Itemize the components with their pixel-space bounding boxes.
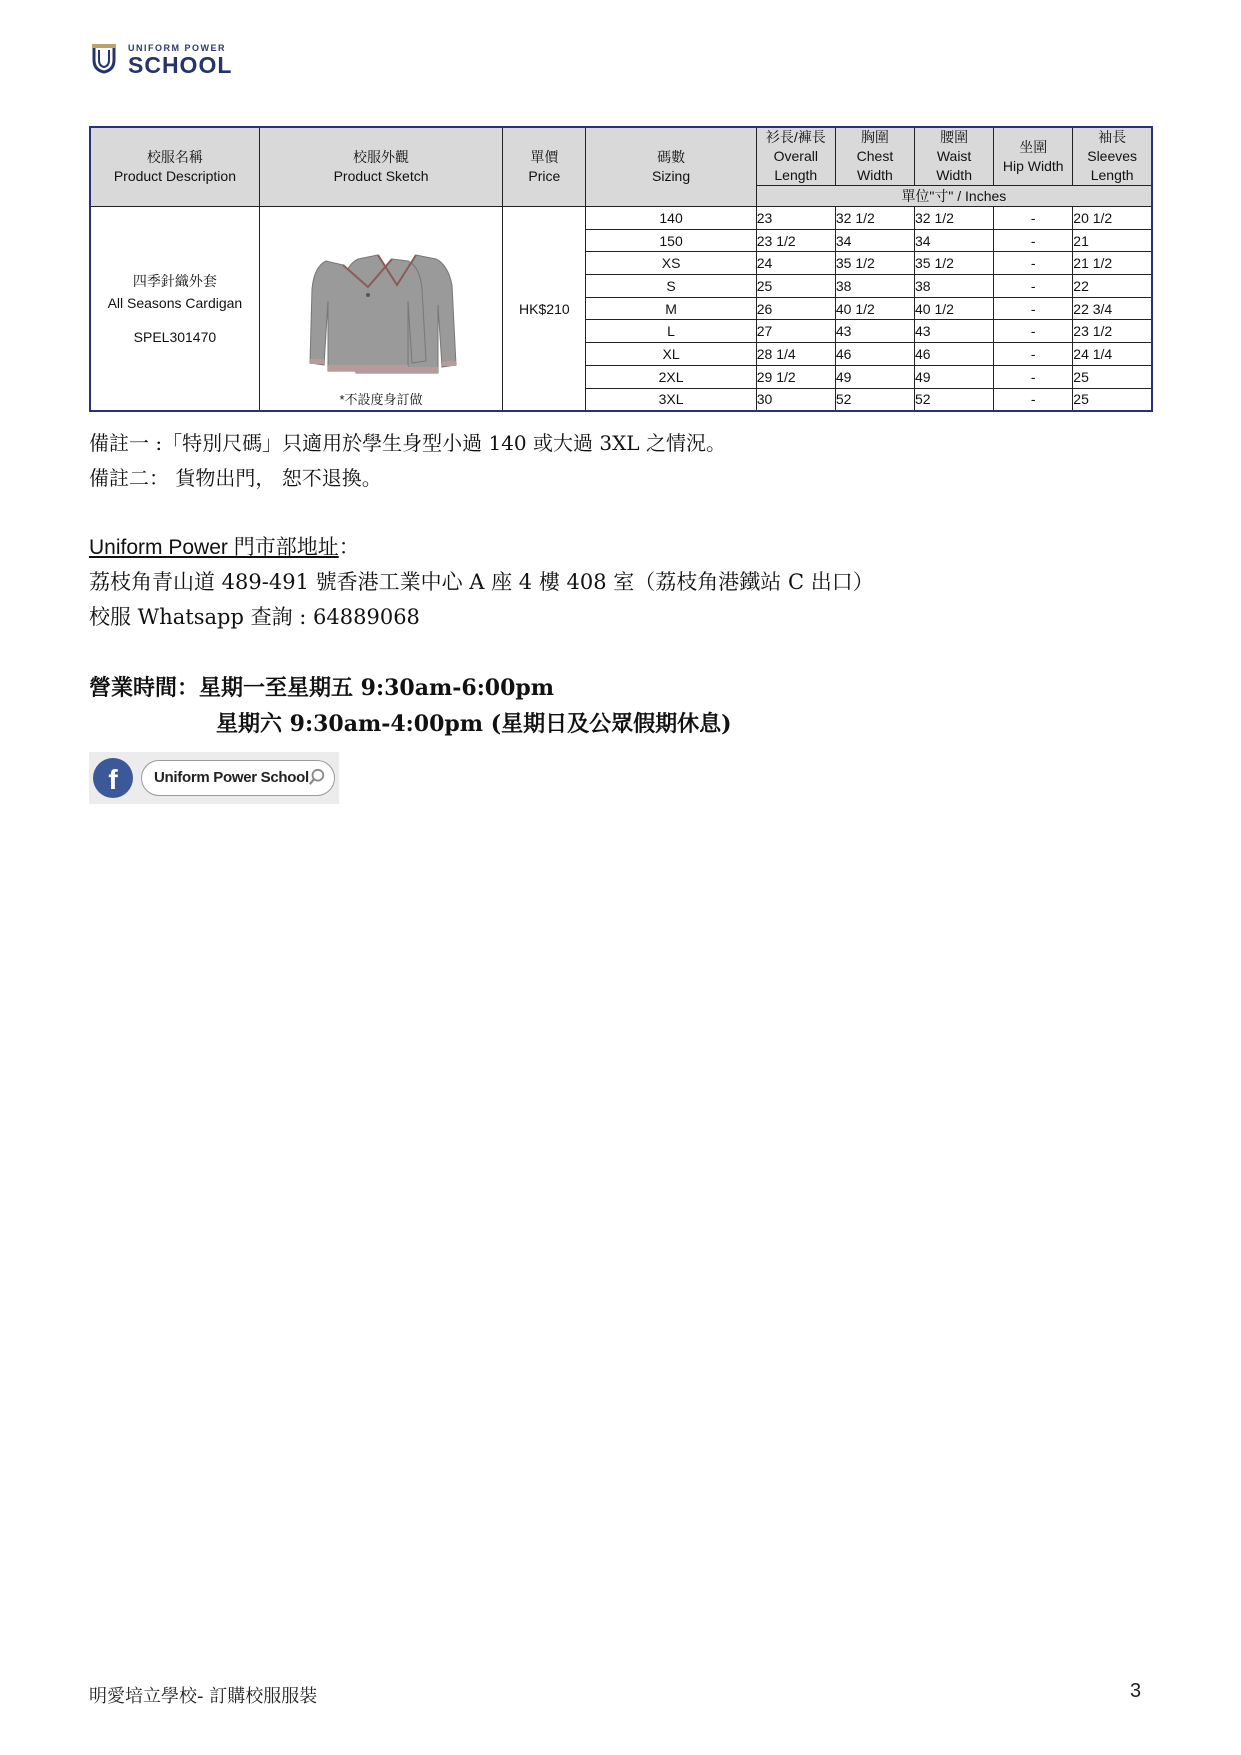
hip-cell: - xyxy=(994,229,1073,252)
table-row xyxy=(90,207,1152,230)
header-price: 單價 Price xyxy=(503,127,586,207)
hip-cell: - xyxy=(994,365,1073,388)
size-cell: 2XL xyxy=(586,365,756,388)
cardigan-sketch xyxy=(308,245,468,385)
waist-cell: 52 xyxy=(915,388,994,411)
waist-cell: 46 xyxy=(915,343,994,366)
size-cell: 140 xyxy=(586,207,756,230)
hip-cell: - xyxy=(994,297,1073,320)
size-chart-table xyxy=(89,126,1153,412)
header-row xyxy=(90,127,1152,186)
size-cell: 150 xyxy=(586,229,756,252)
waist-cell: 43 xyxy=(915,320,994,343)
note-1: 備註一 :「特別尺碼」只適用於學生身型小過 140 或大過 3XL 之情況。 xyxy=(89,431,726,455)
product-name-zh: 四季針織外套 xyxy=(132,272,217,289)
sleeves-cell: 24 1/4 xyxy=(1073,343,1152,366)
waist-cell: 40 1/2 xyxy=(915,297,994,320)
address-heading-colon: ： xyxy=(338,535,360,559)
header-hip: 坐圍 Hip Width xyxy=(994,127,1073,186)
sleeves-cell: 23 1/2 xyxy=(1073,320,1152,343)
header-length: 衫長/褲長 Overall Length xyxy=(756,127,835,186)
sleeves-cell: 22 3/4 xyxy=(1073,297,1152,320)
length-cell: 27 xyxy=(756,320,835,343)
length-cell: 25 xyxy=(756,275,835,298)
notes xyxy=(89,426,726,496)
length-cell: 23 1/2 xyxy=(756,229,835,252)
waist-cell: 35 1/2 xyxy=(915,252,994,275)
header-waist: 腰圍 Waist Width xyxy=(915,127,994,186)
sleeves-cell: 21 xyxy=(1073,229,1152,252)
length-cell: 30 xyxy=(756,388,835,411)
length-cell: 26 xyxy=(756,297,835,320)
chest-cell: 34 xyxy=(835,229,914,252)
header-chest: 胸圍 Chest Width xyxy=(835,127,914,186)
uniform-power-logo xyxy=(90,40,240,78)
hip-cell: - xyxy=(994,320,1073,343)
whatsapp-line: 校服 Whatsapp 查詢 : 64889068 xyxy=(89,605,420,629)
hip-cell: - xyxy=(994,388,1073,411)
product-name-en: All Seasons Cardigan xyxy=(107,294,243,311)
hip-cell: - xyxy=(994,252,1073,275)
logo-bottom-text: SCHOOL xyxy=(128,52,233,78)
chest-cell: 35 1/2 xyxy=(835,252,914,275)
chest-cell: 52 xyxy=(835,388,914,411)
length-cell: 29 1/2 xyxy=(756,365,835,388)
product-description-cell xyxy=(90,207,259,412)
header-sleeves: 袖長 Sleeves Length xyxy=(1073,127,1152,186)
size-cell: XL xyxy=(586,343,756,366)
length-cell: 23 xyxy=(756,207,835,230)
hours-weekday: 星期一至星期五 9:30am-6:00pm xyxy=(199,675,555,701)
size-cell: L xyxy=(586,320,756,343)
waist-cell: 49 xyxy=(915,365,994,388)
hip-cell: - xyxy=(994,343,1073,366)
chest-cell: 40 1/2 xyxy=(835,297,914,320)
size-cell: XS xyxy=(586,252,756,275)
sleeves-cell: 25 xyxy=(1073,365,1152,388)
logo-top-text: UNIFORM POWER xyxy=(128,43,226,53)
chest-cell: 49 xyxy=(835,365,914,388)
address-line: 荔枝角青山道 489-491 號香港工業中心 A 座 4 樓 408 室（荔枝角港鐵站 C 出口） xyxy=(89,570,874,594)
product-code: SPEL301470 xyxy=(133,328,217,345)
length-cell: 24 xyxy=(756,252,835,275)
size-cell: S xyxy=(586,275,756,298)
facebook-search-box[interactable] xyxy=(141,760,335,796)
chest-cell: 43 xyxy=(835,320,914,343)
note-2: 備註二： 貨物出門， 恕不退換。 xyxy=(89,466,382,490)
price-cell: HK$210 xyxy=(503,207,586,412)
size-cell: 3XL xyxy=(586,388,756,411)
sleeves-cell: 22 xyxy=(1073,275,1152,298)
facebook-icon: f xyxy=(93,758,133,798)
sleeves-cell: 20 1/2 xyxy=(1073,207,1152,230)
opening-hours xyxy=(89,670,732,742)
waist-cell: 32 1/2 xyxy=(915,207,994,230)
unit-label: 單位"寸" / Inches xyxy=(756,186,1152,207)
chest-cell: 32 1/2 xyxy=(835,207,914,230)
header-sketch: 校服外觀 Product Sketch xyxy=(259,127,502,207)
chest-cell: 38 xyxy=(835,275,914,298)
hip-cell: - xyxy=(994,207,1073,230)
product-sketch-cell xyxy=(259,207,502,412)
sketch-note: *不設度身訂做 xyxy=(339,392,423,408)
length-cell: 28 1/4 xyxy=(756,343,835,366)
header-sizing: 碼數 Sizing xyxy=(586,127,756,207)
hours-label: 營業時間： xyxy=(89,675,200,701)
waist-cell: 38 xyxy=(915,275,994,298)
shop-address xyxy=(89,530,874,635)
address-heading: Uniform Power 門市部地址 xyxy=(89,536,339,559)
size-cell: M xyxy=(586,297,756,320)
page-number: 3 xyxy=(1130,1680,1142,1702)
facebook-banner[interactable] xyxy=(89,752,339,804)
sleeves-cell: 25 xyxy=(1073,388,1152,411)
shield-logo-icon xyxy=(90,42,118,74)
hours-weekday-line xyxy=(89,670,732,706)
hip-cell: - xyxy=(994,275,1073,298)
header-description: 校服名稱 Product Description xyxy=(90,127,259,207)
address-heading-line xyxy=(89,530,874,565)
search-icon xyxy=(308,768,326,786)
waist-cell: 34 xyxy=(915,229,994,252)
chest-cell: 46 xyxy=(835,343,914,366)
facebook-page-name: Uniform Power School xyxy=(154,769,309,786)
footer-school-title: 明愛培立學校- 訂購校服服裝 xyxy=(89,1686,318,1707)
sleeves-cell: 21 1/2 xyxy=(1073,252,1152,275)
hours-saturday: 星期六 9:30am-4:00pm (星期日及公眾假期休息) xyxy=(216,711,732,737)
